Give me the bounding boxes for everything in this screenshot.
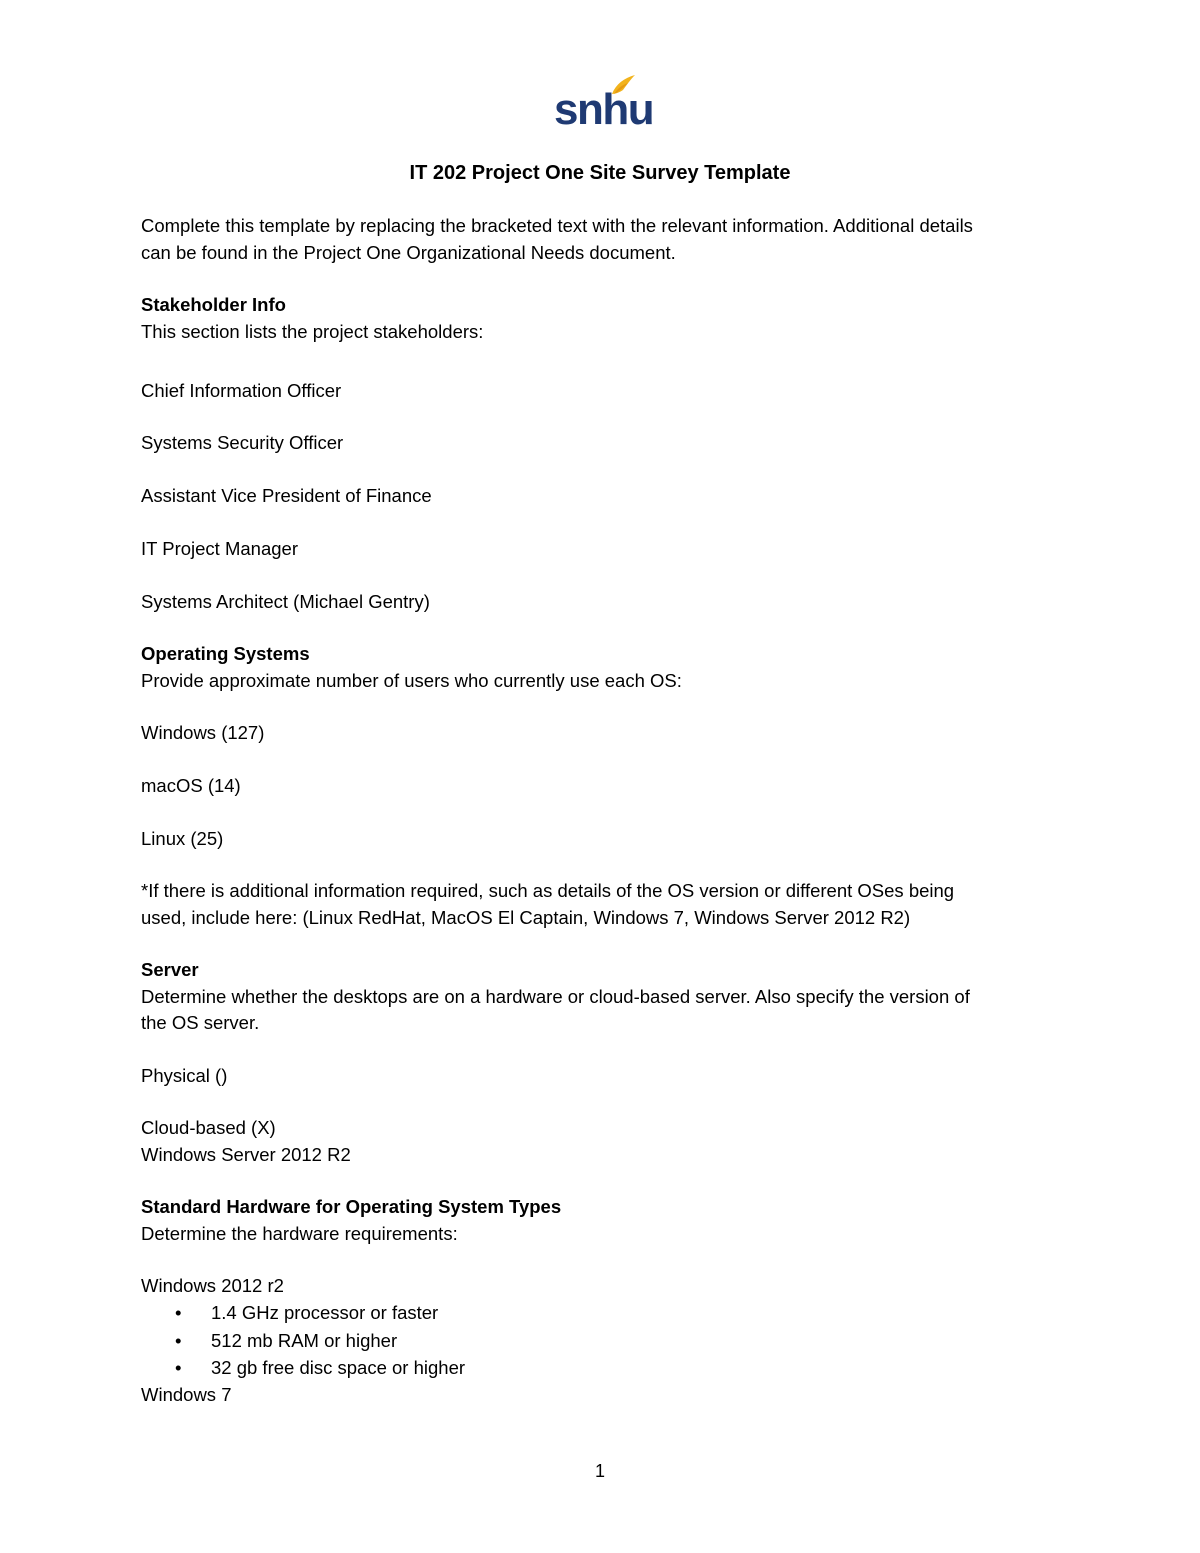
stakeholder-item: Systems Architect (Michael Gentry) — [141, 591, 430, 612]
server-description-line-2: the OS server. — [141, 1012, 260, 1033]
server-version: Windows Server 2012 R2 — [141, 1144, 351, 1165]
intro-line-2: can be found in the Project One Organizational Needs document. — [141, 242, 676, 263]
list-item-text: 512 mb RAM or higher — [211, 1330, 398, 1351]
snhu-logo — [554, 74, 654, 134]
hardware-os-name: Windows 7 — [141, 1384, 232, 1405]
list-item-text: 1.4 GHz processor or faster — [211, 1302, 439, 1323]
server-physical: Physical () — [141, 1065, 228, 1086]
stakeholder-item: Systems Security Officer — [141, 432, 344, 453]
hardware-description: Determine the hardware requirements: — [141, 1223, 458, 1244]
bullet-icon: • — [175, 1330, 182, 1351]
stakeholder-item: IT Project Manager — [141, 538, 298, 559]
os-item: Linux (25) — [141, 828, 224, 849]
os-item: macOS (14) — [141, 775, 241, 796]
list-item-text: 32 gb free disc space or higher — [211, 1357, 466, 1378]
stakeholder-heading: Stakeholder Info — [141, 294, 286, 315]
stakeholder-item: Assistant Vice President of Finance — [141, 485, 432, 506]
os-item: Windows (127) — [141, 722, 265, 743]
hardware-os-name: Windows 2012 r2 — [141, 1275, 284, 1296]
hardware-heading: Standard Hardware for Operating System Types — [141, 1196, 562, 1217]
logo-wordmark: snhu — [554, 85, 654, 134]
os-heading: Operating Systems — [141, 643, 310, 664]
server-cloud: Cloud-based (X) — [141, 1117, 276, 1138]
stakeholder-item: Chief Information Officer — [141, 380, 342, 401]
bullet-icon: • — [175, 1302, 182, 1323]
os-note-line-2: used, include here: (Linux RedHat, MacOS El Captain, Windows 7, Windows Server 2012 R2) — [141, 907, 911, 928]
server-heading: Server — [141, 959, 199, 980]
server-description-line-1: Determine whether the desktops are on a hardware or cloud-based server. Also specify the version of — [141, 986, 970, 1007]
document-title: IT 202 Project One Site Survey Template — [409, 162, 791, 184]
stakeholder-description: This section lists the project stakeholders: — [141, 321, 484, 342]
bullet-icon: • — [175, 1357, 182, 1378]
os-note-line-1: *If there is additional information required, such as details of the OS version or different OSes being — [141, 880, 955, 901]
intro-line-1: Complete this template by replacing the bracketed text with the relevant information. Additional details — [141, 215, 973, 236]
page-number: 1 — [594, 1461, 605, 1481]
os-description: Provide approximate number of users who currently use each OS: — [141, 670, 682, 691]
